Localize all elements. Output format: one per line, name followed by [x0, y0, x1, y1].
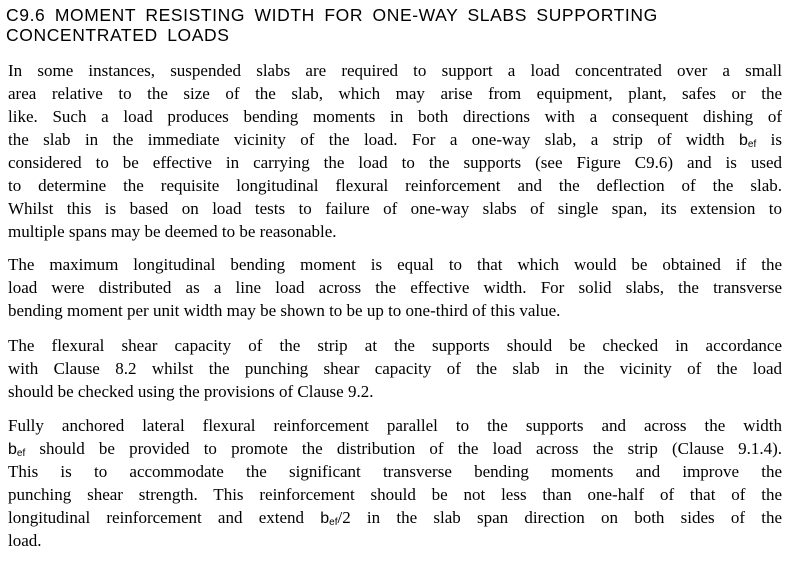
paragraph-line: load.	[8, 531, 42, 550]
b-ef-symbol: $b_{ef}$	[320, 510, 338, 528]
paragraph-line: considered to be effective in carrying the load to the supports (see Figure C9.6) and is used	[8, 153, 782, 172]
paragraph-line: In some instances, suspended slabs are required to support a load concentrated over a small	[8, 61, 782, 80]
paragraph-line: This is to accommodate the significant transverse bending moments and improve the	[8, 462, 782, 481]
paragraph-line: area relative to the size of the slab, which may arise from equipment, plant, safes or the	[8, 84, 782, 103]
b-ef-symbol: $b_{ef}$	[8, 441, 26, 459]
paragraph-line: bending moment per unit width may be shown to be up to one-third of this value.	[8, 301, 561, 320]
paragraph-line: like. Such a load produces bending moments in both directions with a consequent dishing of	[8, 107, 782, 126]
paragraph-line: multiple spans may be deemed to be reasonable.	[8, 222, 337, 241]
paragraph-line: should be checked using the provisions of Clause 9.2.	[8, 382, 374, 401]
heading-line-2: CONCENTRATED LOADS	[6, 25, 230, 45]
text-run: is	[770, 130, 783, 149]
heading-line-1: C9.6 MOMENT RESISTING WIDTH FOR ONE-WAY SLABS SUPPORTING	[6, 5, 658, 25]
paragraph-line	[8, 508, 782, 529]
text-run: should be provided to promote the distribution of the load across the strip (Clause 9.1.4).	[39, 439, 783, 458]
b-ef-symbol: $b_{ef}$	[739, 132, 757, 150]
text-run: the slab in the immediate vicinity of the load. For a one-way slab, a strip of width	[8, 130, 725, 149]
text-run: /2 in the slab span direction on both sides of the	[337, 508, 782, 527]
paragraph-line: to determine the requisite longitudinal flexural reinforcement and the deflection of the slab.	[8, 176, 782, 195]
paragraph-line: Fully anchored lateral flexural reinforcement parallel to the supports and across the width	[8, 416, 782, 435]
paragraph-line: punching shear strength. This reinforcement should be not less than one-half of that of the	[8, 485, 782, 504]
paragraph-line: load were distributed as a line load across the effective width. For solid slabs, the transverse	[8, 278, 782, 297]
section-heading	[6, 5, 786, 45]
paragraph-line: Whilst this is based on load tests to failure of one-way slabs of single span, its extension to	[8, 199, 782, 218]
paragraph-line	[8, 130, 782, 151]
text-run: longitudinal reinforcement and extend	[8, 508, 305, 527]
paragraph-line: The maximum longitudinal bending moment is equal to that which would be obtained if the	[8, 255, 782, 274]
paragraph-line: with Clause 8.2 whilst the punching shear capacity of the slab in the vicinity of the load	[8, 359, 782, 378]
paragraph-line: The flexural shear capacity of the strip at the supports should be checked in accordance	[8, 336, 782, 355]
paragraph-line	[8, 439, 782, 460]
b-ef-half-term	[320, 508, 782, 527]
